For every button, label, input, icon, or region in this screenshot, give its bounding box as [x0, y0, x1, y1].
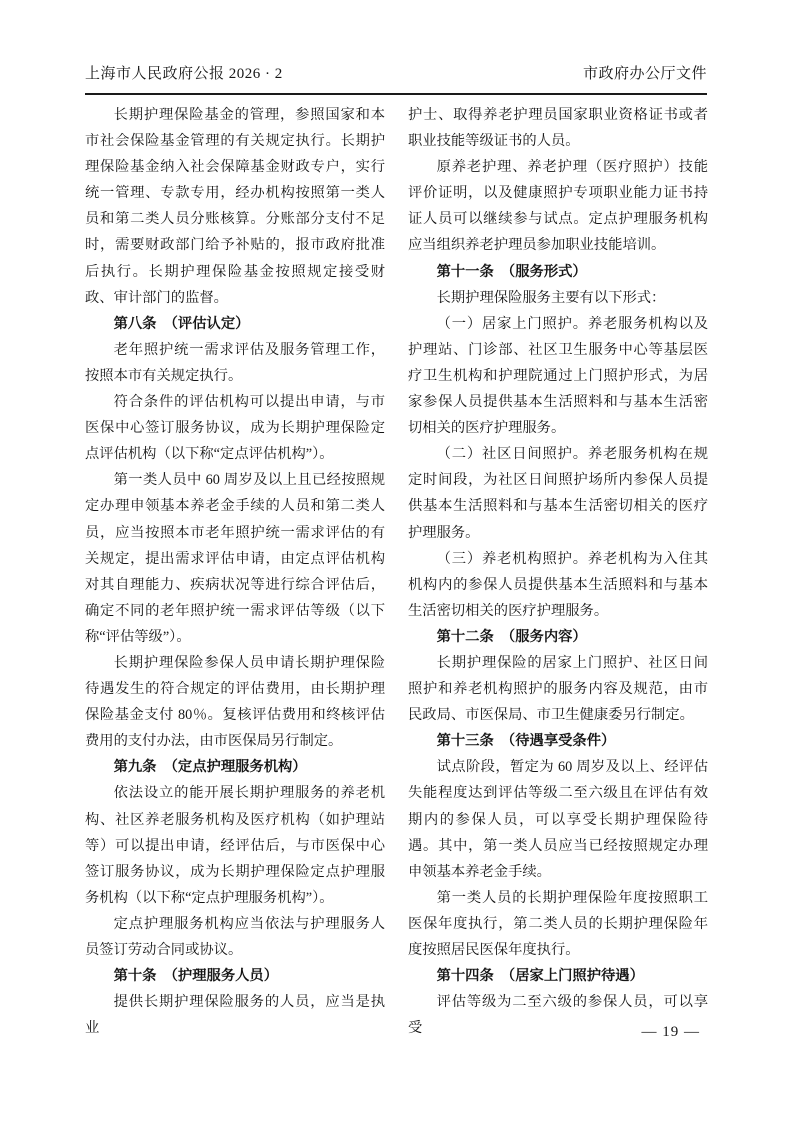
- paragraph: 符合条件的评估机构可以提出申请，与市医保中心签订服务协议，成为长期护理保险定点评估机构（以下称“定点评估机构”）。: [85, 394, 385, 463]
- article-heading: 第八条 （评估认定）: [113, 315, 250, 332]
- right-column: [408, 102, 708, 1041]
- article-heading: 第十三条 （待遇享受条件）: [436, 733, 616, 750]
- paragraph: 第一类人员中 60 周岁及以上且已经按照规定办理申领基本养老金手续的人员和第二类人员，应当按照本市老年照护统一需求评估的有关规定，提出需求评估申请，由定点评估机构对其自理能力、疾病状况等进行综合评估后，确定不同的老年照护统一需求评估等级（以下称“评估等级”）。: [85, 472, 385, 645]
- article-heading: 第十四条 （居家上门照护待遇）: [436, 968, 644, 985]
- document-body: [85, 102, 708, 1041]
- paragraph: 评估等级为二至六级的参保人员，可以享受: [408, 994, 708, 1037]
- running-header: [85, 64, 707, 84]
- paragraph: 定点护理服务机构应当依法与护理服务人员签订劳动合同或协议。: [85, 915, 385, 958]
- paragraph: 护士、取得养老护理员国家职业资格证书或者职业技能等级证书的人员。: [408, 107, 708, 150]
- article-heading: 第九条 （定点护理服务机构）: [113, 759, 307, 776]
- header-document-category: 市政府办公厅文件: [582, 66, 707, 82]
- article-heading: 第十一条 （服务形式）: [436, 263, 587, 280]
- paragraph: 依法设立的能开展长期护理服务的养老机构、社区养老服务机构及医疗机构（如护理站等）可以提出申请，经评估后，与市医保中心签订服务协议，成为长期护理保险定点护理服务机构（以下称“定点护理服务机构”）。: [85, 785, 385, 906]
- paragraph: 提供长期护理保险服务的人员，应当是执业: [85, 994, 385, 1037]
- paragraph: 试点阶段，暂定为 60 周岁及以上、经评估失能程度达到评估等级二至六级且在评估有效期内的参保人员，可以享受长期护理保险待遇。其中，第一类人员应当已经按照规定办理申领基本养老金手续。: [408, 759, 708, 880]
- paragraph: 原养老护理、养老护理（医疗照护）技能评价证明，以及健康照护专项职业能力证书持证人员可以继续参与试点。定点护理服务机构应当组织养老护理员参加职业技能培训。: [408, 159, 708, 254]
- paragraph: 老年照护统一需求评估及服务管理工作，按照本市有关规定执行。: [85, 341, 385, 384]
- paragraph: 第一类人员的长期护理保险年度按照职工医保年度执行，第二类人员的长期护理保险年度按照居民医保年度执行。: [408, 889, 708, 958]
- article-heading: 第十二条 （服务内容）: [436, 628, 587, 645]
- header-gazette-title: 上海市人民政府公报 2026 · 2: [85, 66, 283, 82]
- paragraph: 长期护理保险基金的管理，参照国家和本市社会保险基金管理的有关规定执行。长期护理保险基金纳入社会保障基金财政专户，实行统一管理、专款专用，经办机构按照第一类人员和第二类人员分账核算。分账部分支付不足时，需要财政部门给予补贴的，报市政府批准后执行。长期护理保险基金按照规定接受财政、审计部门的监督。: [85, 107, 385, 306]
- page-number: — 19 —: [641, 1024, 700, 1040]
- paragraph: （二）社区日间照护。养老服务机构在规定时间段，为社区日间照护场所内参保人员提供基本生活照料和与基本生活密切相关的医疗护理服务。: [408, 446, 708, 541]
- paragraph: （三）养老机构照护。养老机构为入住其机构内的参保人员提供基本生活照料和与基本生活密切相关的医疗护理服务。: [408, 550, 708, 619]
- left-column: [85, 102, 385, 1041]
- article-heading: 第十条 （护理服务人员）: [113, 968, 279, 985]
- paragraph: （一）居家上门照护。养老服务机构以及护理站、门诊部、社区卫生服务中心等基层医疗卫生机构和护理院通过上门照护形式，为居家参保人员提供基本生活照料和与基本生活密切相关的医疗护理服务。: [408, 315, 708, 437]
- paragraph: 长期护理保险服务主要有以下形式：: [436, 289, 666, 306]
- header-rule: [85, 93, 707, 95]
- paragraph: 长期护理保险的居家上门照护、社区日间照护和养老机构照护的服务内容及规范，由市民政局、市医保局、市卫生健康委另行制定。: [408, 654, 708, 724]
- paragraph: 长期护理保险参保人员申请长期护理保险待遇发生的符合规定的评估费用，由长期护理保险基金支付 80％。复核评估费用和终核评估费用的支付办法，由市医保局另行制定。: [85, 654, 385, 750]
